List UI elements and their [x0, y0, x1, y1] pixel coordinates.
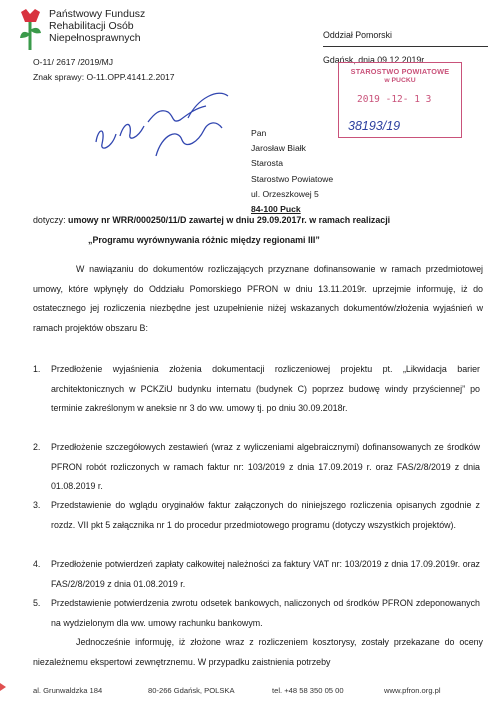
recipient-line-5: ul. Orzeszkowej 5	[251, 188, 319, 199]
subject	[33, 211, 483, 250]
recipient-line-2: Jarosław Białk	[251, 143, 306, 154]
footer-phone: tel. +48 58 350 05 00	[272, 686, 344, 695]
recipient-line-1: Pan	[251, 128, 267, 138]
list-item-number: 5.	[33, 598, 41, 608]
logo-line-3: Niepełnosprawnych	[49, 32, 141, 44]
recipient-address	[251, 126, 333, 217]
stamp-date: 2019 -12- 1 3	[357, 94, 432, 105]
pfron-logo	[16, 8, 46, 52]
place-date: Gdańsk, dnia 09.12.2019r.	[323, 55, 427, 65]
list-item-text: Przedłożenie wyjaśnienia złożenia dokumentacji rozliczeniowej projektu pt. „Likwidacja barier architektonicznych w PCKZiU budynku internatu (budynek C) poprzez budowę windy przyściennej” po terminie zakreślonym w aneksie nr 3 do ww. umowy tj. po dniu 30.09.2018r.	[51, 364, 480, 413]
recipient-line-3: Starosta	[251, 158, 284, 169]
intro-paragraph: W nawiązaniu do dokumentów rozliczających przyznane dofinansowanie w ramach przedmiotowej umowy, które wpłynęły do Oddziału Pomorskiego PFRON w dniu 13.11.2019r. uprzejmie informuję, iż do ostatecznego jej rozliczenia niezbędne jest uzupełnienie niżej wskazanych dokumentów/złożenia wyjaśnień w ramach projektów obszaru B:	[33, 264, 483, 333]
list-item-number: 2.	[33, 442, 41, 452]
stamp-line-1: STAROSTWO POWIATOWE	[350, 67, 450, 76]
recipient-postal: 84-100 Puck	[251, 204, 301, 215]
logo-line-1: Państwowy Fundusz	[49, 8, 146, 20]
logo-text	[49, 8, 145, 44]
footer-city: 80-266 Gdańsk, POLSKA	[148, 686, 235, 695]
list-item-number: 1.	[33, 364, 41, 374]
list-item-number: 4.	[33, 559, 41, 569]
list-item-text: Przedłożenie szczegółowych zestawień (wraz z wyliczeniami algebraicznymi) dofinansowanych ze środków PFRON robót rozliczonych w ramach faktur nr: 103/2019 z dnia 17.09.2019 r. oraz FAS/2/8/2019 z dnia 01.08.2019 r.	[51, 442, 480, 491]
list-item-number: 3.	[33, 500, 41, 510]
handwritten-signature	[88, 78, 248, 168]
list-item	[33, 438, 480, 497]
registry-number: 38193/19	[348, 119, 401, 133]
list-item-text: Przedłożenie potwierdzeń zapłaty całkowitej należności za faktury VAT nr: 103/2019 z dnia 17.09.2019r. oraz FAS/2/8/2019 z dnia 01.08.2019 r.	[51, 559, 480, 589]
case-number: Znak sprawy: O-11.OPP.4141.2.2017	[33, 72, 175, 82]
list-item	[33, 360, 480, 419]
logo-line-2: Rehabilitacji Osób	[49, 20, 134, 32]
department: Oddział Pomorski	[323, 30, 392, 40]
footer-street: al. Grunwaldzka 184	[33, 686, 103, 695]
department-divider	[323, 46, 488, 47]
closing-paragraph: Jednocześnie informuję, iż złożone wraz z rozliczeniem kosztorysy, zostały przekazane do oceny niezależnemu ekspertowi zewnętrznemu. W przypadku zaistnienia potrzeby	[33, 637, 483, 667]
list-item-text: Przedstawienie do wglądu oryginałów faktur załączonych do niniejszego rozliczenia opisanych zgodnie z rozdz. VII pkt 5 załącznika nr 1 do procedur przedmiotowego programu (dotyczy wszystkich projektów).	[51, 500, 480, 530]
list-item	[33, 555, 480, 594]
margin-marker-icon	[0, 683, 6, 691]
footer-web[interactable]: www.pfron.org.pl	[384, 686, 441, 695]
subject-prefix: dotyczy:	[33, 215, 69, 225]
subject-line-2: „Programu wyrównywania różnic między regionami III”	[88, 234, 320, 245]
pfron-logo-icon	[16, 8, 46, 52]
list-item-text: Przedstawienie potwierdzenia zwrotu odsetek bankowych, naliczonych od środków PFRON zdeponowanych na wydzielonym dla ww. umowy rachunku bankowym.	[51, 598, 480, 628]
stamp-line-2: w PUCKU	[384, 77, 416, 84]
signature-icon	[88, 78, 248, 168]
list-item	[33, 594, 480, 633]
subject-line-1: umowy nr WRR/000250/11/D zawartej w dniu 29.09.2017r. w ramach realizacji	[68, 215, 391, 225]
recipient-line-4: Starostwo Powiatowe	[251, 173, 334, 184]
ref-number: O-11/ 2617 /2019/MJ	[33, 57, 114, 67]
list-item	[33, 496, 480, 535]
